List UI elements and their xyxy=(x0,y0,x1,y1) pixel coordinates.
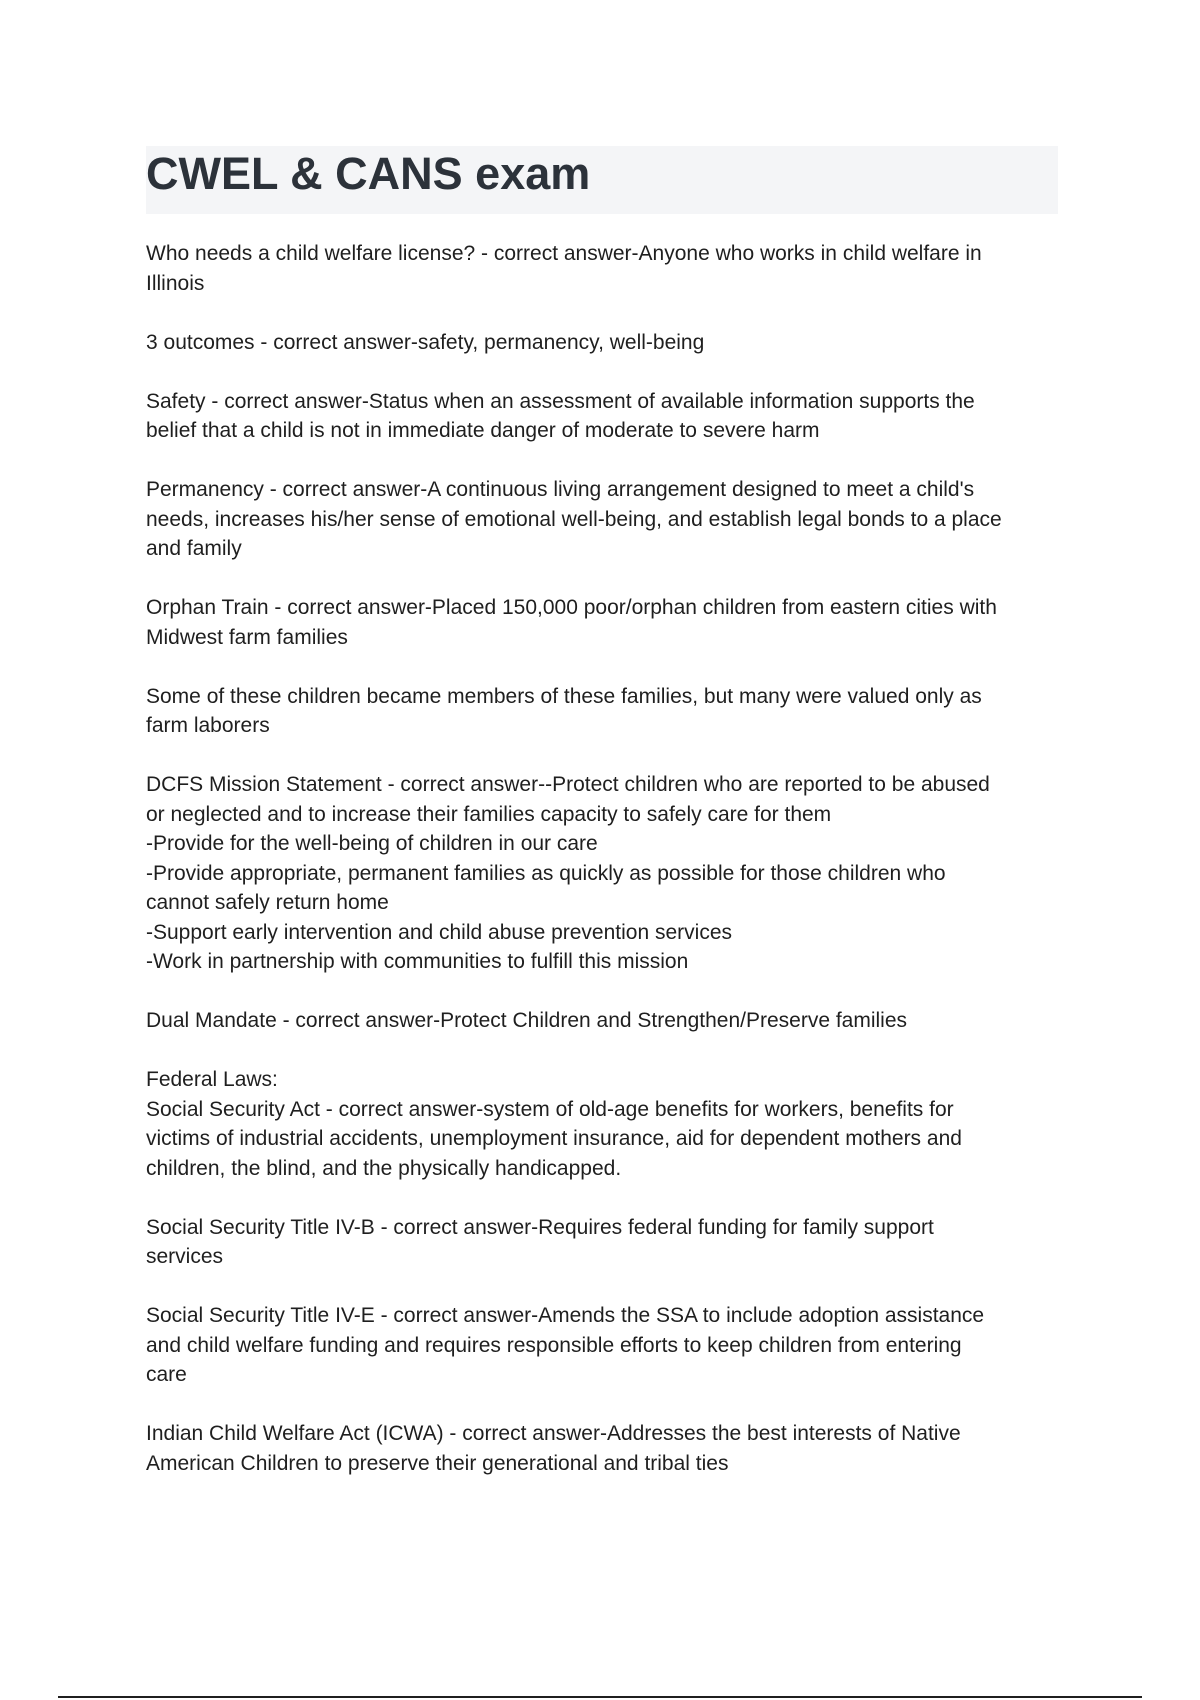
document-body xyxy=(146,239,1058,1508)
qa-item-dcfs-mission: DCFS Mission Statement - correct answer--Protect children who are reported to be abused or neglected and to increase their families capacity to safely care for them -Provide for the well-being of children in our care -Provide appropriate, permanent families as quickly as possible for those children who cannot safely return home -Support early intervention and child abuse prevention services -Work in partnership with communities to fulfill this mission xyxy=(146,773,990,973)
qa-item-icwa: Indian Child Welfare Act (ICWA) - correct answer-Addresses the best interests of Native American Children to preserve their generational and tribal ties xyxy=(146,1422,961,1475)
qa-item-3-outcomes: 3 outcomes - correct answer-safety, permanency, well-being xyxy=(146,330,705,354)
title-bar xyxy=(146,146,1058,214)
qa-item-permanency: Permanency - correct answer-A continuous living arrangement designed to meet a child's needs, increases his/her sense of emotional well-being, and establish legal bonds to a place and family xyxy=(146,478,1002,560)
page-title: CWEL & CANS exam xyxy=(146,148,591,199)
qa-item-child-welfare-license: Who needs a child welfare license? - correct answer-Anyone who works in child welfare in Illinois xyxy=(146,242,982,295)
federal-laws-section xyxy=(146,1065,1058,1183)
qa-item-title-iv-b: Social Security Title IV-B - correct answer-Requires federal funding for family support services xyxy=(146,1215,934,1268)
federal-laws-heading: Federal Laws: xyxy=(146,1068,278,1091)
qa-item-dual-mandate: Dual Mandate - correct answer-Protect Children and Strengthen/Preserve families xyxy=(146,1009,908,1032)
qa-item-orphan-train: Orphan Train - correct answer-Placed 150,000 poor/orphan children from eastern cities with Midwest farm families xyxy=(146,596,997,649)
qa-item-safety: Safety - correct answer-Status when an assessment of available information supports the belief that a child is not in immediate danger of moderate to severe harm xyxy=(146,389,975,442)
qa-item-title-iv-e: Social Security Title IV-E - correct answer-Amends the SSA to include adoption assistance and child welfare funding and requires responsible efforts to keep children from entering care xyxy=(146,1304,985,1386)
qa-item-orphan-train-note: Some of these children became members of these families, but many were valued only as farm laborers xyxy=(146,684,982,737)
qa-item-social-security-act: Social Security Act - correct answer-system of old-age benefits for workers, benefits for victims of industrial accidents, unemployment insurance, aid for dependent mothers and children, the blind, and the physically handicapped. xyxy=(146,1097,962,1180)
footer-divider xyxy=(58,1696,1142,1698)
